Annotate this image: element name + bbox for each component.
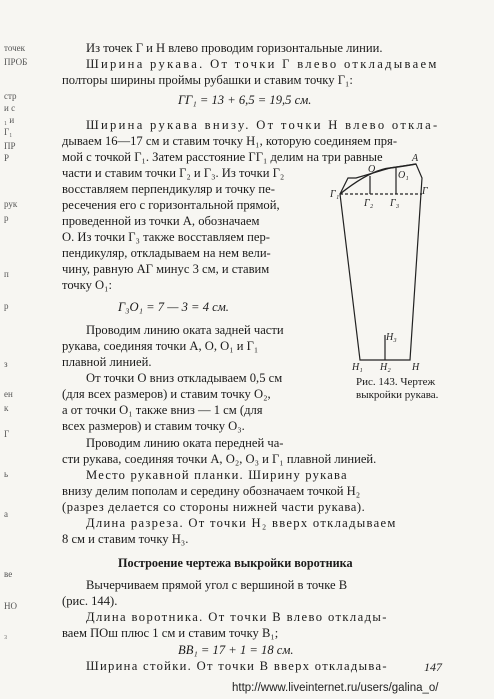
text-line: О. Из точки Г₃ также восставляем пер- [62,230,270,244]
text-line: проведенной из точки А, обозначаем [62,214,260,228]
source-url: http://www.liveinternet.ru/users/galina_o/ [232,682,439,694]
label-a: А [412,153,419,164]
text-line: Из точек Г и Н влево проводим горизонтальные линии. [86,41,383,55]
text-line: пендикуляр, откладываем на нем вели- [62,246,271,260]
text-line: (разрез делается со стороны нижней части рукава). [62,500,366,514]
sleeve-pattern-figure [330,150,430,375]
text-line: полторы ширины проймы рубашки и ставим точку Г₁: [62,73,353,87]
text-line: Проводим линию оката передней ча- [86,436,284,450]
label-n3: Н₃ [386,332,397,343]
text-line: Вычерчиваем прямой угол с вершиной в точке В [86,578,348,592]
left-margin-bleedthrough: точек ПРОБ стр и с ₁ и Г₁ ПР Р рук р п р з ен к Г ь а ве НО ₃ [4,43,28,639]
text-line: Место рукавной планки. Ширину рукава [86,468,348,482]
text-line: внизу делим пополам и середину обозначаем точкой Н₂ [62,484,361,498]
text-line: сти рукава, соединяя точки А, О₂, О₃ и Г₁ плавной линией. [62,452,377,466]
text-line: рукава, соединяя точки А, О, О₁ и Г₁ [62,339,259,353]
text-line: Длина разреза. От точки Н₂ вверх откладываем [86,516,397,530]
text-line: Ширина рукава. От точки Г влево откладываем [86,57,439,71]
text-line: ресечения его с горизонтальной прямой, [62,198,280,212]
text-line: Длина воротника. От точки В влево отклады- [86,610,388,624]
text-line: Ширина стойки. От точки В вверх откладыва- [86,659,388,673]
label-g: Г [422,186,428,197]
text-line: (для всех размеров) и ставим точку О₂, [62,387,271,401]
text-line: Ширина рукава внизу. От точки Н влево откла- [86,118,440,132]
text-line: ваем ПОш плюс 1 см и ставим точку В₁; [62,626,279,640]
text-line: чину, равную АГ минус 3 см, и ставим [62,262,270,276]
text-line: восставляем перпендикуляр и точку пе- [62,182,275,196]
label-n: Н [412,362,420,373]
text-line: 8 см и ставим точку Н₃. [62,532,189,546]
text-line: (рис. 144). [62,594,118,608]
text-line: части и ставим точки Г₂ и Г₃. Из точки Г₂ [62,166,285,180]
label-n1: Н₁ [352,362,363,373]
formula: Г₃О₁ = 7 — 3 = 4 см. [118,300,229,314]
text-line: От точки О вниз откладываем 0,5 см [86,371,283,385]
text-line: точку О₁: [62,278,113,292]
label-g2: Г₂ [364,198,374,209]
text-line: плавной линией. [62,355,152,369]
label-o: О [368,164,376,175]
text-line: а от точки О₁ также вниз — 1 см (для [62,403,263,417]
caption-line: Рис. 143. Чертеж [356,376,436,388]
caption-line: выкройки рукава. [356,389,439,401]
label-g1: Г₁ [330,189,340,200]
text-line: дываем 16—17 см и ставим точку Н₁, которую соединяем пря- [62,134,398,148]
page-number: 147 [424,660,442,674]
formula: ВВ₁ = 17 + 1 = 18 см. [178,643,294,657]
text-line: Проводим линию оката задней части [86,323,284,337]
label-o1: О₁ [398,170,409,181]
label-n2: Н₂ [380,362,391,373]
text-line: мой с точкой Г₁. Затем расстояние ГГ₁ делим на три равные [62,150,383,164]
text-line: всех размеров) и ставим точку О₃. [62,419,245,433]
label-g3: Г₃ [390,198,400,209]
formula: ГГ₁ = 13 + 6,5 = 19,5 см. [178,93,312,107]
figure-caption [356,376,438,402]
section-heading: Построение чертежа выкройки воротника [118,556,353,570]
